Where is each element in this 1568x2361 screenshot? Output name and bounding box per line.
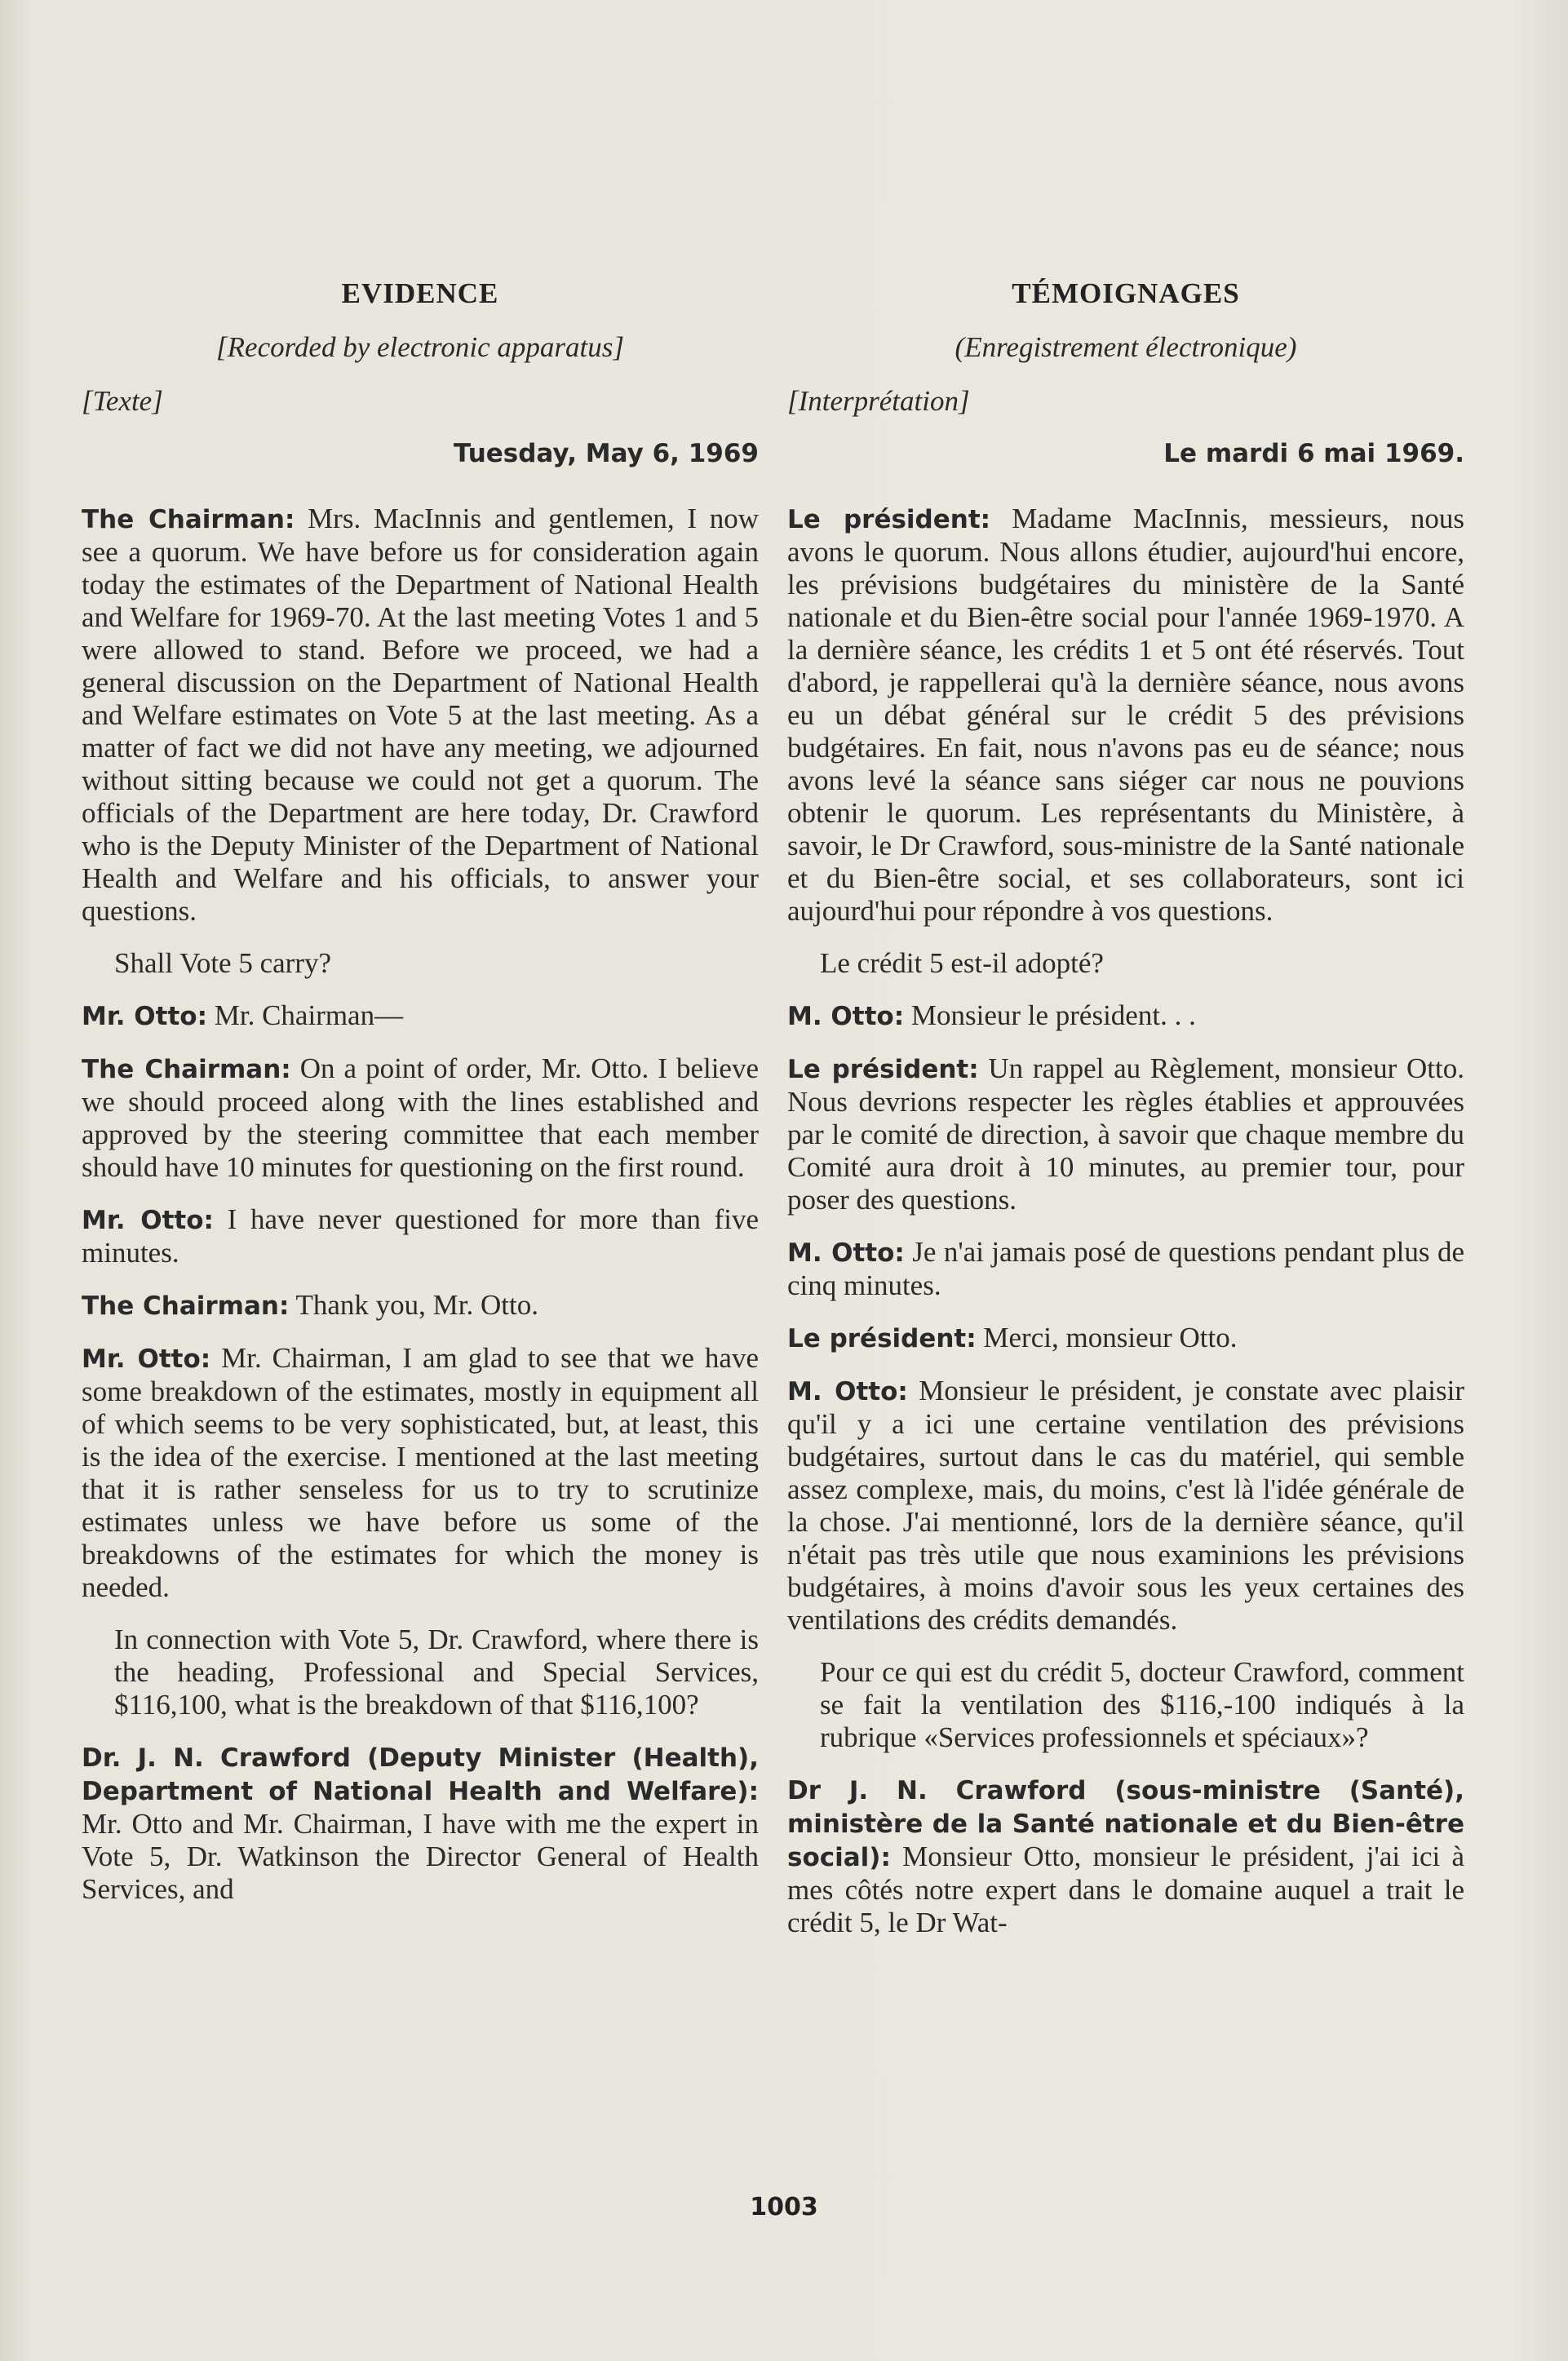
temoignages-heading: TÉMOIGNAGES xyxy=(1012,277,1240,309)
speech-text: Monsieur Otto, monsieur le président, j'ai ici à mes côtés notre expert dans le domaine auquel a trait le crédit 5, le Dr Wat- xyxy=(787,1841,1464,1938)
speech-text: Shall Vote 5 carry? xyxy=(114,947,332,979)
paragraph xyxy=(787,999,1464,1033)
session-date: Le mardi 6 mai 1969. xyxy=(1163,439,1464,468)
speech-text: Mr. Chairman— xyxy=(206,999,404,1031)
text-marker: [Texte] xyxy=(82,385,163,417)
speech-text: Pour ce qui est du crédit 5, docteur Crawford, comment se fait la ventilation des $116,-100 indiqués à la rubrique «Services professionnels et spéciaux»? xyxy=(820,1656,1464,1753)
french-column xyxy=(787,277,1464,1959)
paragraph xyxy=(82,1052,759,1184)
paragraph xyxy=(82,999,759,1033)
speech-text: Thank you, Mr. Otto. xyxy=(289,1289,538,1321)
speaker-label: M. Otto: xyxy=(787,1002,905,1031)
paragraph xyxy=(82,1289,759,1322)
recording-note: [Recorded by electronic apparatus] xyxy=(216,331,624,363)
paragraph xyxy=(787,1656,1464,1754)
speaker-label: M. Otto: xyxy=(787,1238,905,1268)
speaker-label: Le président: xyxy=(787,505,991,534)
english-column xyxy=(82,277,759,1925)
speaker-label: Le président: xyxy=(787,1055,979,1084)
speaker-label: Mr. Otto: xyxy=(82,1206,214,1235)
page-number: 1003 xyxy=(750,2193,818,2221)
speech-text: Mrs. MacInnis and gentlemen, I now see a quorum. We have before us for consideration again today the estimates of the Department of National Health and Welfare for 1969-70. At the last meeting Votes 1 and 5 were allowed to stand. Before we proceed, we had a general discussion on the Department of National Health and Welfare estimates on Vote 5 at the last meeting. As a matter of fact we did not have any meeting, we adjourned without sitting because we could not get a quorum. The officials of the Department are here today, Dr. Crawford who is the Deputy Minister of the Department of National Health and Welfare and his officials, to answer your questions. xyxy=(82,503,759,927)
speech-text: Madame MacInnis, messieurs, nous avons le quorum. Nous allons étudier, aujourd'hui encore, les prévisions budgétaires du ministère de la Santé nationale et du Bien-être social pour l'année 1969-1970. A la dernière séance, les crédits 1 et 5 ont été réservés. Tout d'abord, je rappellerai qu'à la dernière séance, nous avons eu un débat général sur le crédit 5 des prévisions budgétaires. En fait, nous n'avons pas eu de séance; nous avons levé la séance sans siéger car nous ne pouvions obtenir le quorum. Les représentants du Ministère, à savoir, le Dr Crawford, sous-ministre de la Santé nationale et du Bien-être social, et ses collaborateurs, sont ici aujourd'hui pour répondre à vos questions. xyxy=(787,503,1464,927)
speech-text: Merci, monsieur Otto. xyxy=(976,1322,1238,1353)
speech-text: Monsieur le président. . . xyxy=(904,999,1196,1031)
paragraph xyxy=(82,1623,759,1721)
speaker-label: Mr. Otto: xyxy=(82,1002,207,1031)
recording-note: (Enregistrement électronique) xyxy=(955,331,1297,363)
speaker-label: The Chairman: xyxy=(82,1291,290,1321)
speech-text: Je n'ai jamais posé de questions pendant plus de cinq minutes. xyxy=(787,1236,1465,1301)
paragraph xyxy=(82,503,759,928)
speech-text: On a point of order, Mr. Otto. I believe we should proceed along with the lines established and approved by the steering committee that each member should have 10 minutes for questioning on the first round. xyxy=(82,1052,759,1183)
speech-text: Le crédit 5 est-il adopté? xyxy=(820,947,1104,979)
speaker-label: The Chairman: xyxy=(82,1055,291,1084)
paragraph xyxy=(787,1236,1464,1302)
speaker-label: Dr. J. N. Crawford (Deputy Minister (Health), Department of National Health and Welfare): xyxy=(82,1743,759,1806)
interpretation-marker: [Interprétation] xyxy=(787,385,970,417)
speech-text: In connection with Vote 5, Dr. Crawford, where there is the heading, Professional and Special Services, $116,100, what is the breakdown of that $116,100? xyxy=(114,1623,759,1721)
paragraph xyxy=(787,1322,1464,1355)
paragraph xyxy=(82,1342,759,1604)
paragraph xyxy=(787,503,1464,928)
paragraph xyxy=(82,1203,759,1269)
speaker-label: Mr. Otto: xyxy=(82,1344,211,1374)
paragraph xyxy=(787,947,1464,980)
speaker-label: Le président: xyxy=(787,1324,977,1353)
paragraph xyxy=(787,1375,1464,1637)
paragraph xyxy=(787,1774,1464,1939)
speaker-label: The Chairman: xyxy=(82,505,295,534)
speaker-label: Dr J. N. Crawford (sous-ministre (Santé), ministère de la Santé nationale et du Bien-être social): xyxy=(787,1776,1464,1872)
paragraph xyxy=(82,947,759,980)
speaker-label: M. Otto: xyxy=(787,1377,908,1406)
speech-text: Mr. Otto and Mr. Chairman, I have with me the expert in Vote 5, Dr. Watkinson the Director General of Health Services, and xyxy=(82,1808,759,1905)
paragraph xyxy=(787,1052,1464,1216)
speech-text: Un rappel au Règlement, monsieur Otto. Nous devrions respecter les règles établies et approuvées par le comité de direction, à savoir que chaque membre du Comité aura droit à 10 minutes, au premier tour, pour poser des questions. xyxy=(787,1052,1464,1216)
speech-text: Mr. Chairman, I am glad to see that we have some breakdown of the estimates, mostly in equipment all of which seems to be very sophisticated, but, at least, this is the idea of the exercise. I mentioned at the last meeting that it is rather senseless for us to try to scrutinize estimates unless we have before us some of the breakdowns of the estimates for which the money is needed. xyxy=(82,1342,759,1603)
paragraph xyxy=(82,1741,759,1906)
evidence-heading: EVIDENCE xyxy=(341,277,499,309)
speech-text: Monsieur le président, je constate avec plaisir qu'il y a ici une certaine ventilation des prévisions budgétaires, surtout dans le cas du matériel, qui semble assez complexe, mais, du moins, c'est là l'idée générale de la chose. J'ai mentionné, lors de la dernière séance, qu'il n'était pas très utile que nous examinions les prévisions budgétaires, à moins d'avoir sous les yeux certaines des ventilations des crédits demandés. xyxy=(787,1375,1464,1636)
session-date: Tuesday, May 6, 1969 xyxy=(453,439,759,468)
speech-text: I have never questioned for more than five minutes. xyxy=(82,1203,759,1269)
